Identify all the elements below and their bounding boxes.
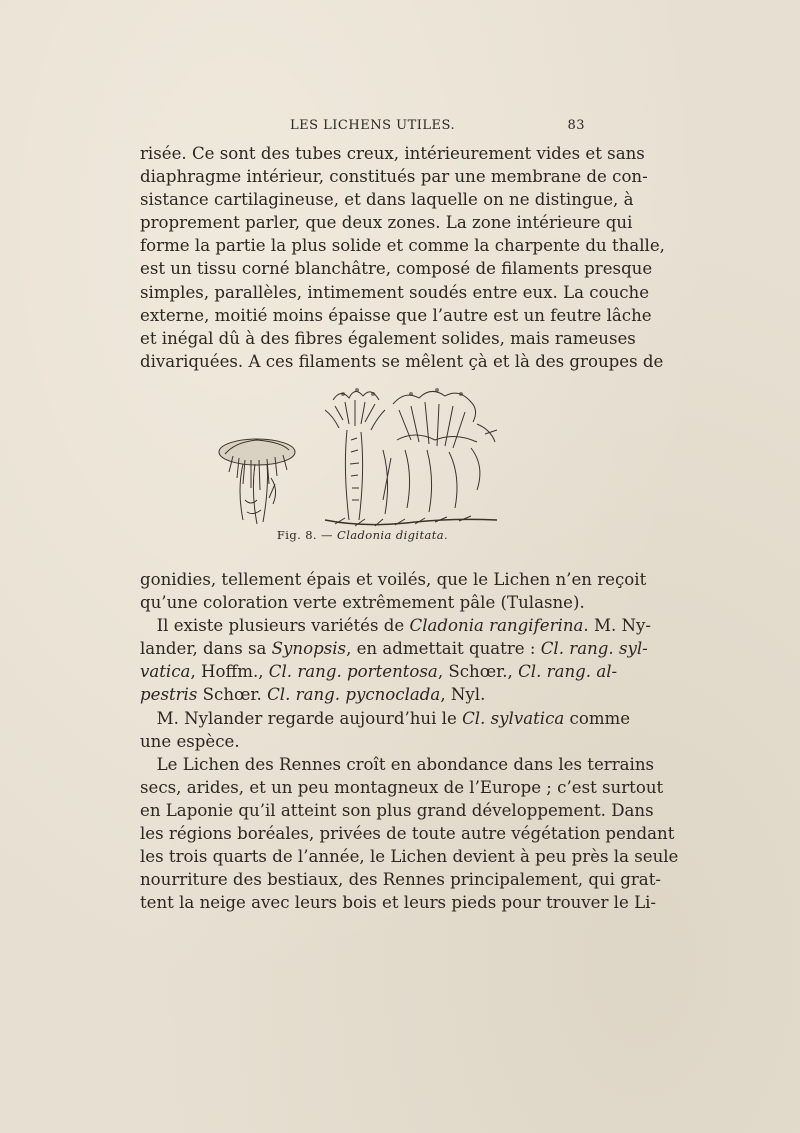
text-line: sistance cartilagineuse, et dans laquelle on ne distingue, à <box>140 190 634 210</box>
text-line: les trois quarts de l’année, le Lichen devient à peu près la seule <box>140 847 679 867</box>
text-run: Schœr. <box>197 685 268 705</box>
species-name: Cl. rang. pycnoclada <box>267 685 441 705</box>
text-line: gonidies, tellement épais et voilés, que le Lichen n’en reçoit <box>140 570 647 589</box>
text-line: nourriture des bestiaux, des Rennes principalement, qui grat- <box>140 870 661 890</box>
page-number: 83 <box>567 118 585 133</box>
text-run: M. Nylander regarde aujourd’hui le <box>156 708 463 728</box>
text-run: , Nyl. <box>440 685 486 705</box>
text-line: tent la neige avec leurs bois et leurs pieds pour trouver le Li- <box>140 893 657 913</box>
paragraph-top <box>140 142 665 373</box>
species-name: Cladonia rangiferina <box>409 616 584 636</box>
species-name: Cl. sylvatica <box>462 708 565 728</box>
text-line: une espèce. <box>140 731 240 751</box>
text-line: et inégal dû à des fibres également solides, mais rameuses <box>140 328 636 348</box>
text-line: proprement parler, que deux zones. La zone intérieure qui <box>140 213 633 233</box>
text-line: est un tissu corné blanchâtre, composé de filaments presque <box>140 259 653 279</box>
species-name: vatica <box>140 662 191 682</box>
text-line <box>140 753 655 776</box>
text-line: simples, parallèles, intimement soudés entre eux. La couche <box>140 282 650 302</box>
running-title: LES LICHENS UTILES. <box>290 118 456 133</box>
text-line: divariquées. A ces filaments se mêlent çà et là des groupes de <box>140 351 664 371</box>
species-name: pestris <box>140 685 198 705</box>
text-run: Le Lichen des Rennes croît en abondance dans les terrains <box>156 754 655 774</box>
text-line <box>140 707 631 730</box>
text-run: , en admettait quatre : <box>346 639 541 659</box>
text-run: , Schœr., <box>437 662 519 682</box>
caption-species: Cladonia digitata. <box>337 528 449 542</box>
text-line <box>140 683 585 706</box>
figure-caption <box>140 528 585 542</box>
running-head <box>140 118 585 138</box>
text-line <box>140 614 651 637</box>
lichen-illustration <box>215 380 505 530</box>
text-line: secs, arides, et un peu montagneux de l’Europe ; c’est surtout <box>140 777 664 797</box>
text-line <box>140 637 648 660</box>
caption-prefix: Fig. 8. — <box>276 528 333 542</box>
species-name: Cl. rang. al- <box>518 662 618 682</box>
text-run: Il existe plusieurs variétés de <box>156 616 410 636</box>
text-line: risée. Ce sont des tubes creux, intérieurement vides et sans <box>140 144 645 163</box>
text-line: diaphragme intérieur, constitués par une membrane de con- <box>140 167 648 187</box>
text-line: en Laponie qu’il atteint son plus grand développement. Dans <box>140 800 654 820</box>
species-name: Cl. rang. syl- <box>540 639 648 659</box>
species-name: Cl. rang. portentosa <box>268 662 438 682</box>
text-run: lander, dans sa <box>140 639 272 659</box>
text-run: . M. Ny- <box>583 616 651 636</box>
text-run: comme <box>564 708 631 728</box>
text-line: externe, moitié moins épaisse que l’autre est un feutre lâche <box>140 305 652 325</box>
text-run: , Hoffm., <box>190 662 269 682</box>
text-line: qu’une coloration verte extrêmement pâle (Tulasne). <box>140 593 585 613</box>
text-line <box>140 660 618 683</box>
text-line: forme la partie la plus solide et comme la charpente du thalle, <box>140 236 665 256</box>
text-line: les régions boréales, privées de toute autre végétation pendant <box>140 824 675 844</box>
paragraph-bottom <box>140 568 679 914</box>
cladonia-engraving <box>215 380 505 530</box>
book-title: Synopsis <box>271 639 347 659</box>
